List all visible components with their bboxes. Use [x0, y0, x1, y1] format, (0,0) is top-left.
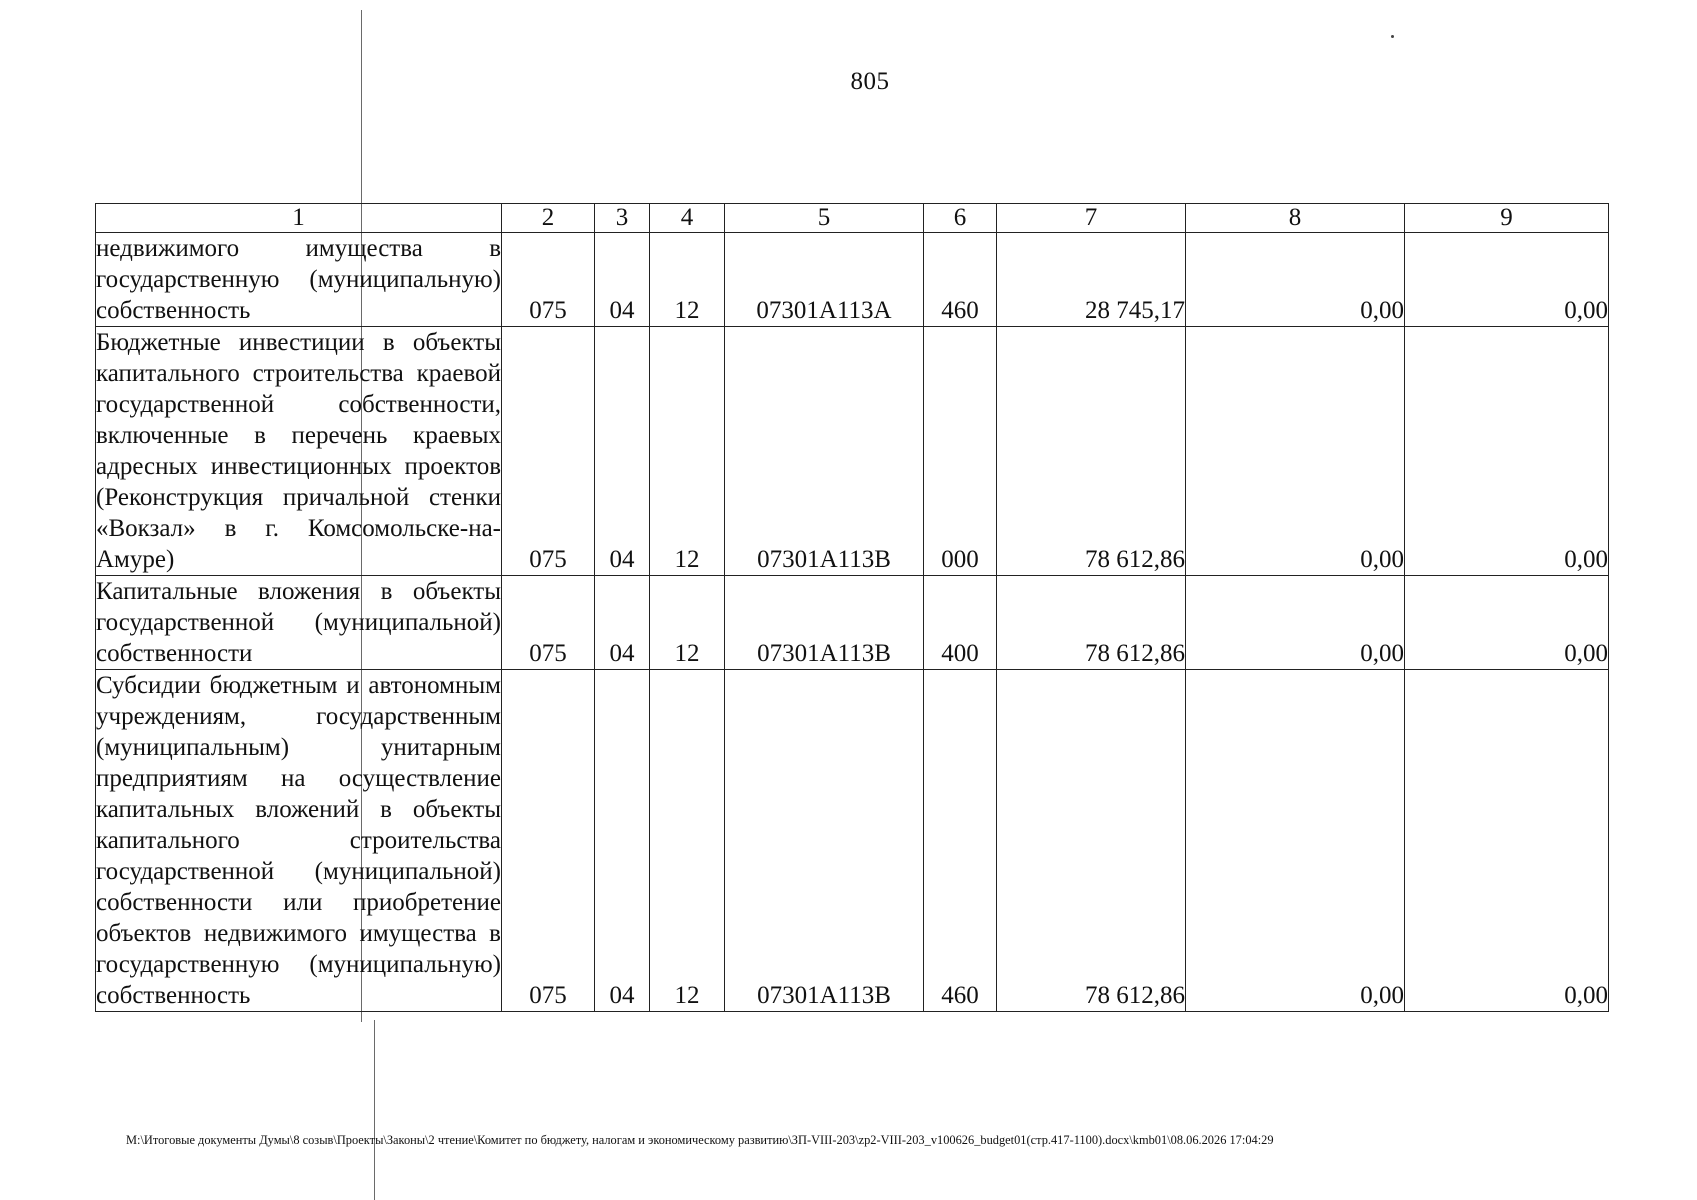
section-cell: 04 [595, 233, 650, 327]
grbs-cell: 075 [502, 327, 595, 576]
table-body [96, 233, 1609, 1012]
sum-1-cell: 78 612,86 [997, 576, 1186, 670]
column-header-7: 7 [997, 204, 1186, 233]
column-header-2: 2 [502, 204, 595, 233]
description-cell: Субсидии бюджетным и автономным учреждениям, государственным (муниципальным) унитарным предприятиям на осуществление капитальных вложений в объекты капитального строительства государственной (муниципальной) собственности или приобретение объектов недвижимого имущества в государственную (муниципальную) собственность [96, 670, 502, 1012]
scan-line-vertical-lower [374, 1020, 375, 1200]
description-cell: Бюджетные инвестиции в объекты капитального строительства краевой государственной собственности, включенные в перечень краевых адресных инвестиционных проектов (Реконструкция причальной стенки «Вокзал» в г. Комсомольске-на-Амуре) [96, 327, 502, 576]
description-cell: недвижимого имущества в государственную (муниципальную) собственность [96, 233, 502, 327]
sum-1-cell: 78 612,86 [997, 670, 1186, 1012]
sum-1-cell: 28 745,17 [997, 233, 1186, 327]
table-row [96, 327, 1609, 576]
section-cell: 04 [595, 576, 650, 670]
column-header-3: 3 [595, 204, 650, 233]
target-article-cell: 07301A113B [725, 670, 924, 1012]
target-article-cell: 07301A113A [725, 233, 924, 327]
column-header-4: 4 [650, 204, 725, 233]
sum-2-cell: 0,00 [1186, 233, 1405, 327]
expense-type-cell: 460 [924, 233, 997, 327]
column-header-9: 9 [1405, 204, 1609, 233]
grbs-cell: 075 [502, 576, 595, 670]
column-header-5: 5 [725, 204, 924, 233]
expense-type-cell: 400 [924, 576, 997, 670]
sum-2-cell: 0,00 [1186, 327, 1405, 576]
table-header-row [96, 204, 1609, 233]
sum-3-cell: 0,00 [1405, 327, 1609, 576]
grbs-cell: 075 [502, 233, 595, 327]
subsection-cell: 12 [650, 233, 725, 327]
sum-1-cell: 78 612,86 [997, 327, 1186, 576]
column-header-1: 1 [96, 204, 502, 233]
target-article-cell: 07301A113B [725, 576, 924, 670]
table-row [96, 670, 1609, 1012]
subsection-cell: 12 [650, 670, 725, 1012]
column-header-8: 8 [1186, 204, 1405, 233]
sum-3-cell: 0,00 [1405, 670, 1609, 1012]
sum-3-cell: 0,00 [1405, 576, 1609, 670]
grbs-cell: 075 [502, 670, 595, 1012]
table-row [96, 233, 1609, 327]
sum-2-cell: 0,00 [1186, 576, 1405, 670]
sum-3-cell: 0,00 [1405, 233, 1609, 327]
expense-type-cell: 000 [924, 327, 997, 576]
page-number: 805 [850, 68, 890, 95]
description-cell: Капитальные вложения в объекты государственной (муниципальной) собственности [96, 576, 502, 670]
expense-type-cell: 460 [924, 670, 997, 1012]
sum-2-cell: 0,00 [1186, 670, 1405, 1012]
section-cell: 04 [595, 327, 650, 576]
subsection-cell: 12 [650, 576, 725, 670]
subsection-cell: 12 [650, 327, 725, 576]
column-header-6: 6 [924, 204, 997, 233]
budget-table [95, 203, 1609, 1012]
table-row [96, 576, 1609, 670]
target-article-cell: 07301A113B [725, 327, 924, 576]
footer-file-path: M:\Итоговые документы Думы\8 созыв\Проекты\Законы\2 чтение\Комитет по бюджету, налогам и экономическому развитию\ЗП-VIII-203\zp2-VIII-203_v100626_budget01(стр.417-1100).docx\kmb01\08.06.2026 17:04:29 [126, 1133, 1274, 1147]
section-cell: 04 [595, 670, 650, 1012]
scan-dot [1391, 35, 1394, 38]
